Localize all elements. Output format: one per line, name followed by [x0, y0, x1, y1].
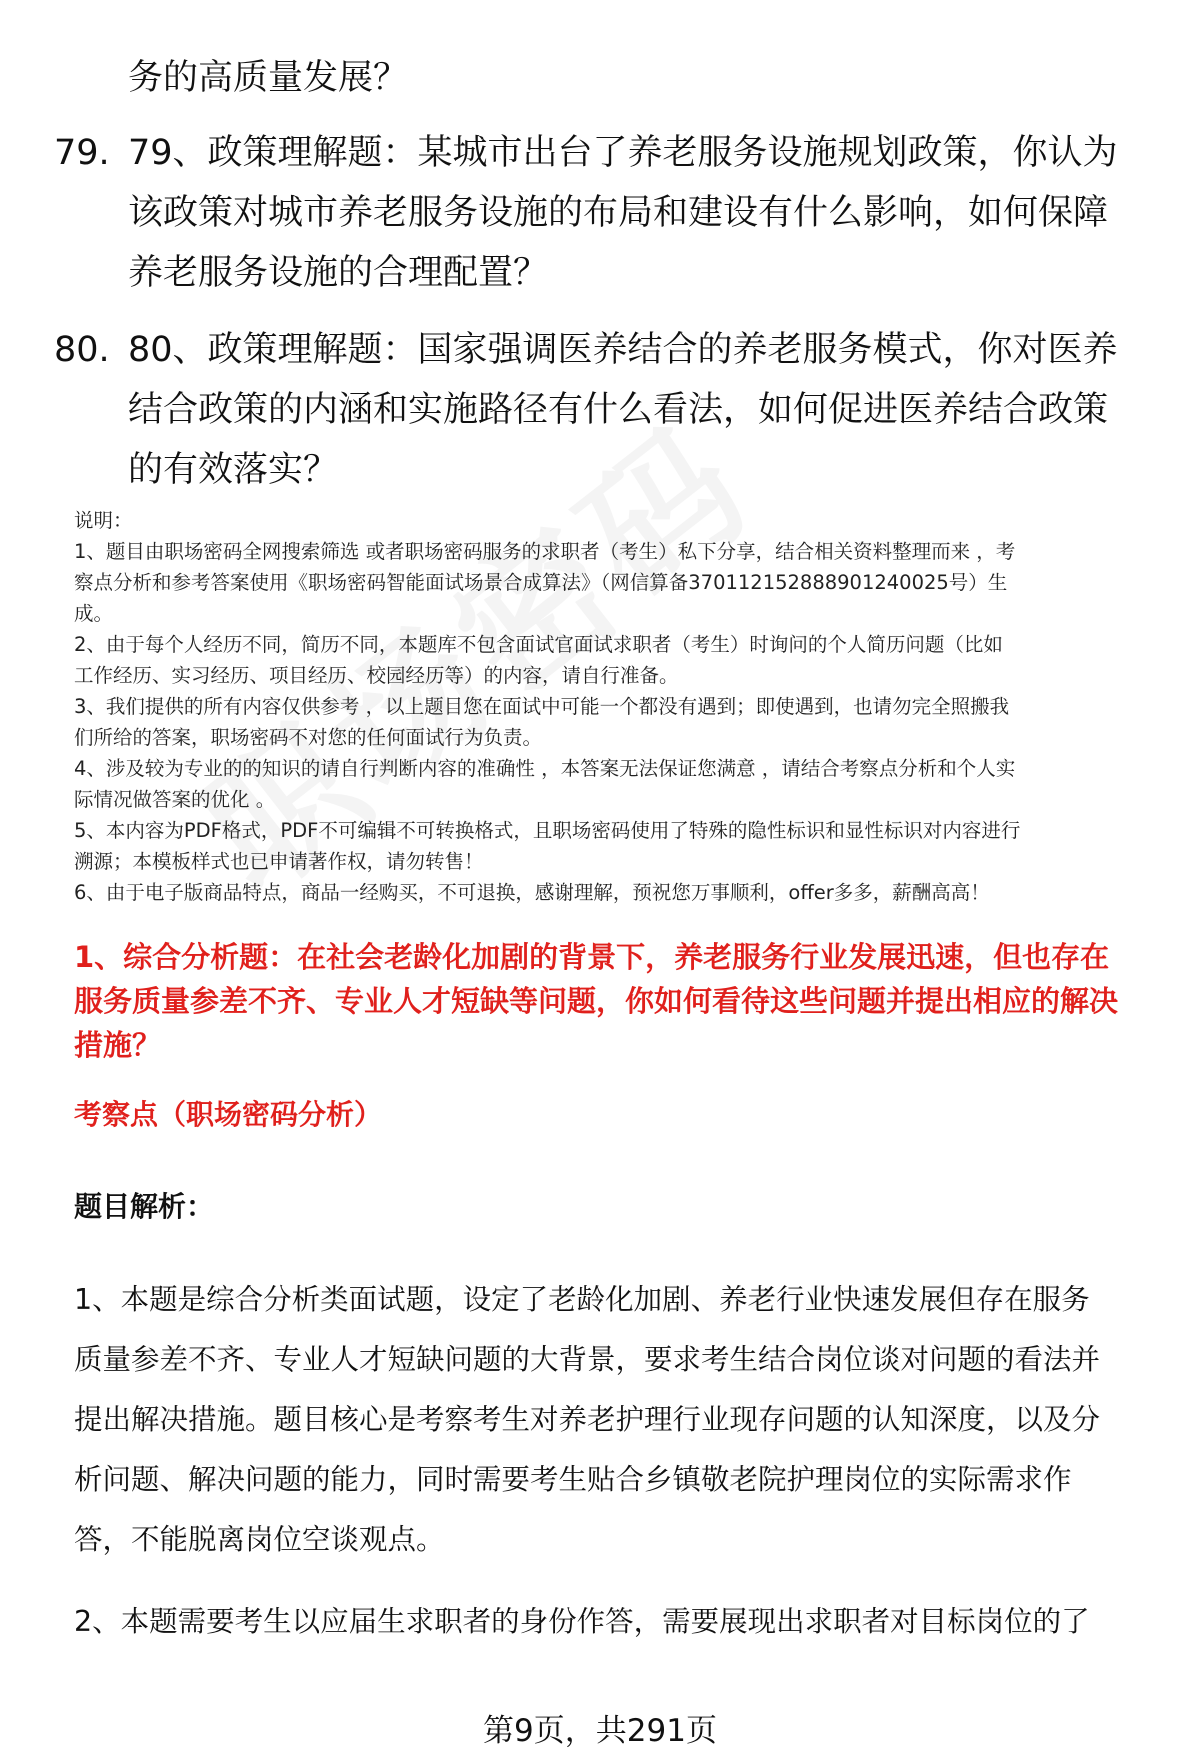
question-line: 务的高质量发展？	[128, 58, 409, 98]
analysis-paragraph-2	[74, 1592, 1154, 1652]
notes-line: 说明：	[74, 509, 133, 532]
notes-line: 工作经历、实习经历、项目经历、校园经历等）的内容，请自行准备。	[74, 664, 679, 687]
paragraph-line: 答，不能脱离岗位空谈观点。	[74, 1523, 445, 1556]
paragraph-line: 2、本题需要考生以应届生求职者的身份作答，需要展现出求职者对目标岗位的了	[74, 1605, 1090, 1638]
analysis-heading: 题目解析：	[74, 1190, 215, 1223]
notes-line: 成。	[74, 602, 114, 625]
question-line: 养老服务设施的合理配置？	[128, 253, 549, 293]
question-heading-line: 措施？	[74, 1028, 162, 1062]
notes-line: 溯源；本模板样式也已申请著作权，请勿转售！	[74, 850, 484, 873]
notes-line: 5、本内容为PDF格式，PDF不可编辑不可转换格式，且职场密码使用了特殊的隐性标识和显性标识对内容进行	[74, 819, 1021, 842]
question-heading-line: 服务质量参差不齐、专业人才短缺等问题，你如何看待这些问题并提出相应的解决	[74, 984, 1119, 1018]
page-footer: 第9页，共291页	[483, 1713, 717, 1749]
question-line: 79、政策理解题：某城市出台了养老服务设施规划政策，你认为	[128, 133, 1118, 173]
notes-line: 3、我们提供的所有内容仅供参考 ，以上题目您在面试中可能一个都没有遇到；即使遇到，也请勿完全照搬我	[74, 695, 1010, 718]
question-heading	[74, 935, 1154, 1067]
question-number: 79.	[54, 133, 110, 173]
notes-line: 4、涉及较为专业的的知识的请自行判断内容的准确性 ，本答案无法保证您满意 ，请结合考察点分析和个人实	[74, 757, 1016, 780]
notes-line: 们所给的答案，职场密码不对您的任何面试行为负责。	[74, 726, 543, 749]
question-line: 的有效落实？	[128, 450, 339, 490]
notes-section	[74, 505, 1154, 908]
paragraph-line: 1、本题是综合分析类面试题，设定了老龄化加剧、养老行业快速发展但存在服务	[74, 1283, 1090, 1316]
question-line: 结合政策的内涵和实施路径有什么看法，如何促进医养结合政策	[128, 390, 1109, 430]
notes-line: 察点分析和参考答案使用《职场密码智能面试场景合成算法》（网信算备370112152888901240025号）生	[74, 571, 1008, 594]
question-heading-line: 1、综合分析题：在社会老龄化加剧的背景下，养老服务行业发展迅速，但也存在	[74, 940, 1110, 974]
notes-line: 2、由于每个人经历不同，简历不同，本题库不包含面试官面试求职者（考生）时询问的个人简历问题（比如	[74, 633, 1003, 656]
paragraph-line: 质量参差不齐、专业人才短缺问题的大背景，要求考生结合岗位谈对问题的看法并	[74, 1343, 1101, 1376]
notes-line: 际情况做答案的优化 。	[74, 788, 276, 811]
question-line: 80、政策理解题：国家强调医养结合的养老服务模式，你对医养	[128, 330, 1118, 370]
paragraph-line: 析问题、解决问题的能力，同时需要考生贴合乡镇敬老院护理岗位的实际需求作	[74, 1463, 1072, 1496]
paragraph-line: 提出解决措施。题目核心是考察考生对养老护理行业现存问题的认知深度，以及分	[74, 1403, 1101, 1436]
question-line: 该政策对城市养老服务设施的布局和建设有什么影响，如何保障	[128, 193, 1109, 233]
analysis-paragraph-1	[74, 1270, 1154, 1570]
notes-line: 6、由于电子版商品特点，商品一经购买，不可退换，感谢理解，预祝您万事顺利，offer多多，薪酬高高！	[74, 881, 990, 904]
question-number: 80.	[54, 330, 110, 370]
notes-line: 1、题目由职场密码全网搜索筛选 或者职场密码服务的求职者（考生）私下分享，结合相关资料整理而来 ，考	[74, 540, 1016, 563]
kaochadian-heading: 考察点（职场密码分析）	[74, 1098, 383, 1131]
